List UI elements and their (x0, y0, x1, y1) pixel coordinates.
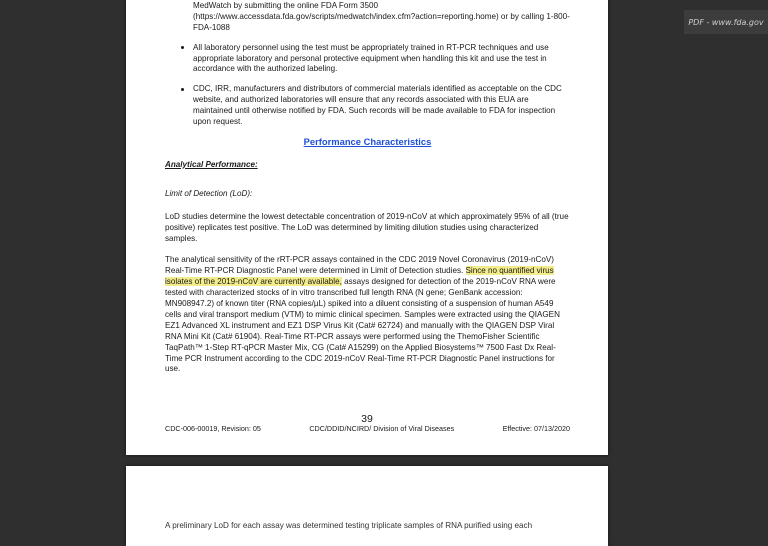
page-content (165, 0, 570, 386)
partial-text: A preliminary LoD for each assay was determined testing triplicate samples of RNA purified using each (165, 521, 533, 530)
footer-doc-id: CDC-006-00019, Revision: 05 (165, 424, 261, 433)
paragraph-sensitivity (165, 255, 570, 375)
section-heading[interactable]: Performance Characteristics (303, 135, 432, 147)
paragraph-text: assays designed for detection of the 2019-nCoV RNA were tested with characterized stocks of in vitro transcribed full length RNA (N gene; GenBank accession: MN908947.2) of known titer (RNA copies/µL) spiked into a diluent consisting of a suspension of human A549 cells and viral transport medium (VTM) to mimic clinical specimen. Samples were extracted using the QIAGEN EZ1 Advanced XL instrument and EZ1 DSP Virus Kit (Cat# 62724) and manually with the QIAGEN DSP Viral RNA Mini Kit (Cat# 61904). Real-Time RT-PCR assays were performed using the ThemoFisher Scientific TaqPath™ 1-Step RT-qPCR Master Mix, CG (Cat# A15299) on the Applied Biosystems™ 7500 Fast Dx Real-Time PCR Instrument according to the CDC 2019-nCoV Real-Time RT-PCR Diagnostic Panel instructions for use. (165, 277, 560, 374)
source-badge: PDF - www.fda.gov (684, 10, 768, 34)
paragraph-text: The analytical sensitivity of the rRT-PCR assays contained in the CDC 2019 Novel Coronavirus (2019-nCoV) Real-Time RT-PCR Diagnostic Panel were determined in Limit of Detection studies. (165, 255, 554, 276)
subheading-lod: Limit of Detection (LoD): (165, 188, 253, 198)
page-footer (165, 424, 570, 433)
footer-effective-date: Effective: 07/13/2020 (502, 424, 570, 433)
bullet-item: All laboratory personnel using the test must be appropriately trained in RT-PCR techniques and use appropriate laboratory and personal protective equipment when handling this kit and use the test in accordance with the authorized labeling. (165, 43, 570, 76)
subheading-analytical: Analytical Performance: (165, 159, 258, 169)
bullet-item: CDC, IRR, manufacturers and distributors of commercial materials identified as acceptable on the CDC website, and authorized laboratories will ensure that any records associated with this EUA are maintained until otherwise notified by FDA. Such records will be made available to FDA for inspection upon request. (165, 84, 570, 128)
page-number: 39 (361, 413, 373, 425)
page-content (165, 521, 570, 532)
bullet-list (165, 0, 570, 128)
document-page (126, 466, 608, 546)
document-page (126, 0, 608, 455)
highlighted-text: Since no quantified virus isolates of the 2019-nCoV are currently available, (165, 266, 554, 287)
paragraph-lod-definition: LoD studies determine the lowest detectable concentration of 2019-nCoV at which approximately 95% of all (true positive) replicates test positive. The LoD was determined by limiting dilution studies using characterized samples. (165, 211, 569, 243)
footer-division: CDC/DDID/NCIRD/ Division of Viral Diseases (309, 424, 455, 433)
bullet-item: MedWatch by submitting the online FDA Form 3500 (https://www.accessdata.fda.gov/scripts/medwatch/index.cfm?action=reporting.home) or by calling 1-800-FDA-1088 (165, 0, 570, 34)
